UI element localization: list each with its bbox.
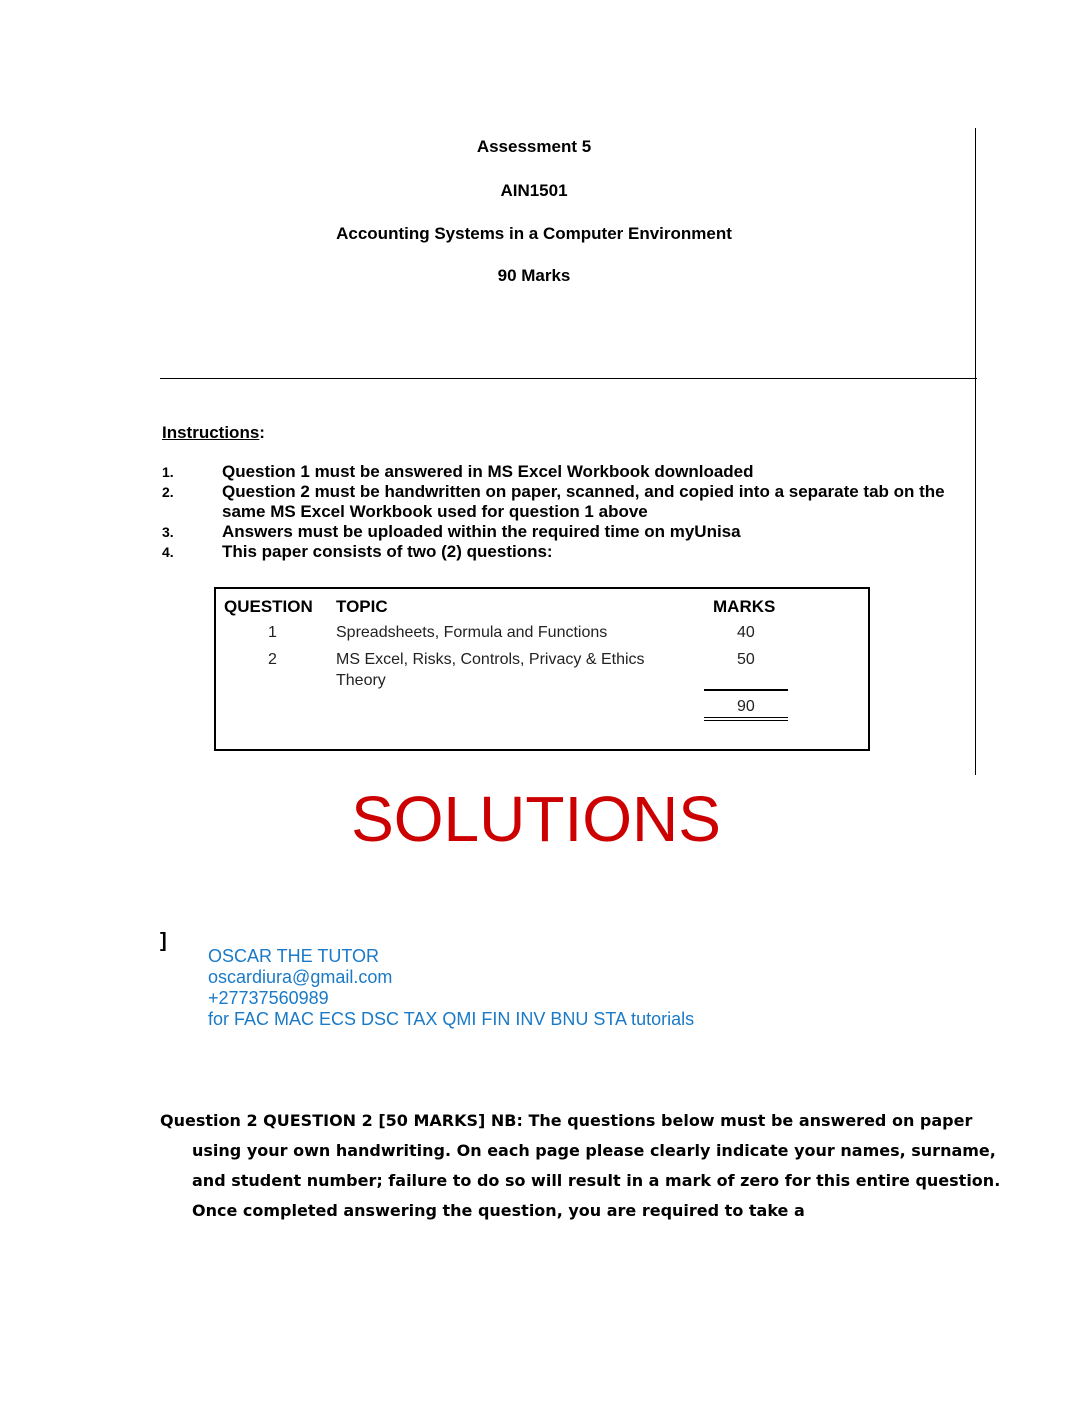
- instruction-item: [162, 542, 972, 562]
- tutor-tagline: for FAC MAC ECS DSC TAX QMI FIN INV BNU STA tutorials: [208, 1009, 695, 1029]
- row-2-question: 2: [268, 651, 277, 668]
- instruction-text: Question 2 must be handwritten on paper, scanned, and copied into a separate tab on the same MS Excel Workbook used for question 1 above: [222, 482, 945, 521]
- tutor-contact: [208, 946, 694, 1030]
- instructions-heading: Instructions:: [162, 423, 265, 442]
- instruction-text: Question 1 must be answered in MS Excel Workbook downloaded: [222, 462, 754, 481]
- double-underline-top: [704, 717, 788, 718]
- instruction-number: 4.: [162, 544, 174, 560]
- bracket-mark: ]: [160, 930, 167, 952]
- vertical-rule: [975, 128, 976, 775]
- instructions-list: [162, 462, 972, 562]
- instruction-number: 1.: [162, 464, 174, 480]
- total-rule: [704, 689, 788, 691]
- instruction-text: This paper consists of two (2) questions:: [222, 542, 553, 561]
- tutor-email: oscardiura@gmail.com: [208, 967, 393, 987]
- instruction-number: 3.: [162, 524, 174, 540]
- row-1-question: 1: [268, 624, 277, 641]
- instruction-item: [162, 462, 972, 482]
- header-question: QUESTION: [224, 597, 313, 616]
- solutions-banner: SOLUTIONS: [351, 783, 721, 855]
- total-marks-value: 90: [737, 698, 755, 715]
- double-underline-bottom: [704, 720, 788, 721]
- row-1-topic: Spreadsheets, Formula and Functions: [336, 624, 608, 641]
- header-marks: MARKS: [713, 597, 776, 616]
- row-2-topic: MS Excel, Risks, Controls, Privacy & Ethics: [336, 651, 645, 668]
- row-2-marks: 50: [737, 651, 755, 668]
- row-2-topic-cont: Theory: [336, 672, 386, 689]
- module-name: Accounting Systems in a Computer Environment: [336, 224, 732, 243]
- total-marks: 90 Marks: [497, 266, 571, 285]
- assessment-title: Assessment 5: [476, 137, 592, 156]
- header-topic: TOPIC: [336, 597, 388, 616]
- question-2-text: Question 2 QUESTION 2 [50 MARKS] NB: The questions below must be answered on paper using your own handwriting. On each page please clearly indicate your names, surname, and student number; failure to do so will result in a mark of zero for this entire question. Once completed answering the question, you are required to take a: [160, 1111, 1001, 1220]
- instruction-item: [162, 522, 972, 542]
- horizontal-rule: [160, 378, 977, 379]
- instruction-text: Answers must be uploaded within the required time on myUnisa: [222, 522, 741, 541]
- instruction-item: [162, 482, 972, 522]
- row-1-marks: 40: [737, 624, 755, 641]
- instruction-number: 2.: [162, 484, 174, 500]
- module-code: AIN1501: [500, 181, 568, 200]
- tutor-phone: +27737560989: [208, 988, 329, 1008]
- marks-table: [214, 587, 870, 751]
- tutor-name: OSCAR THE TUTOR: [208, 946, 380, 966]
